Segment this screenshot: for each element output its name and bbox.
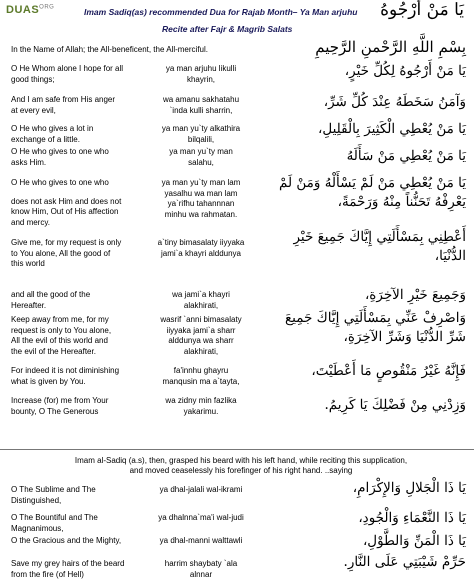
arabic-text bbox=[252, 396, 466, 415]
english-line: and mercy. bbox=[11, 217, 50, 227]
english-translation bbox=[11, 238, 141, 270]
arabic-text bbox=[252, 147, 466, 166]
arabic-line: يَا ذَا الْجَلالِ وَالإِكْرَامِ، bbox=[352, 480, 466, 496]
arabic-text bbox=[252, 553, 466, 572]
transliteration bbox=[147, 396, 255, 417]
english-line: does not ask Him and does not bbox=[11, 196, 122, 206]
english-line: O He who gives to one who bbox=[11, 147, 109, 156]
transliteration-line: ya man yu`ty man lam bbox=[161, 178, 241, 187]
page-title: Imam Sadiq(as) recommended Dua for Rajab Month– Ya Man arjuhu bbox=[84, 7, 358, 17]
arabic-line: يَا مَنْ يُعْطِي مَنْ لَمْ يَسْأَلْهُ وَمَنْ لَمْ bbox=[278, 175, 466, 191]
transliteration bbox=[147, 290, 255, 311]
english-line: good things; bbox=[11, 74, 55, 84]
transliteration-line: wa zidny min fazlika bbox=[165, 396, 237, 405]
transliteration-line: yasalhu wa man lam bbox=[164, 188, 238, 198]
logo-text: DUAS bbox=[6, 4, 40, 16]
transliteration bbox=[147, 124, 255, 145]
narration-note bbox=[26, 456, 456, 476]
transliteration bbox=[147, 64, 255, 85]
transliteration-line: bilqalili, bbox=[187, 134, 215, 144]
english-line: and all the good of the bbox=[11, 290, 91, 299]
page-subtitle: Recite after Fajr & Magrib Salats bbox=[162, 24, 293, 34]
english-line: O The Sublime and The bbox=[11, 485, 96, 494]
english-line: O He who gives to one who bbox=[11, 178, 109, 187]
english-line bbox=[11, 189, 141, 197]
arabic-line: يَا ذَا الْمَنِّ وَالطَّوْلِ، bbox=[362, 533, 466, 549]
transliteration-line: ya man arjuhu likulli bbox=[165, 64, 237, 73]
arabic-text bbox=[252, 62, 466, 81]
english-line: exchange of a little. bbox=[11, 134, 80, 144]
intro-text: In the Name of Allah; the All-beneficent, the All-merciful. bbox=[11, 45, 208, 54]
english-translation bbox=[11, 124, 141, 145]
arabic-line: وَآمَنُ سَخَطَهُ عِنْدَ كُلِّ شَرِّ، bbox=[323, 94, 466, 110]
note-line: Imam al-Sadiq (a.s), then, grasped his beard with his left hand, while reciting this supplication, bbox=[74, 456, 408, 465]
english-line: And I am safe from His anger bbox=[11, 95, 116, 104]
transliteration-line: iiyyaka jami`a sharr bbox=[166, 325, 236, 335]
english-line: what is given by You. bbox=[11, 376, 86, 386]
arabic-line: وَزِدْنِي مِنْ فَضْلِكَ يَا كَرِيمُ. bbox=[324, 397, 466, 413]
transliteration bbox=[147, 178, 255, 220]
arabic-line: يَا مَنْ أَرْجُوهُ لِكُلِّ خَيْرٍ، bbox=[344, 63, 466, 79]
arabic-line: حَرِّمْ شَيْبَتِي عَلَى النَّارِ. bbox=[343, 554, 466, 570]
english-translation bbox=[11, 290, 141, 311]
english-line: Give me, for my request is only bbox=[11, 238, 122, 247]
transliteration-line: `inda kulli sharrin, bbox=[169, 105, 233, 115]
arabic-text bbox=[252, 309, 466, 347]
english-line: Keep away from me, for my bbox=[11, 315, 109, 324]
logo-suffix: ORG bbox=[39, 4, 55, 11]
english-translation bbox=[11, 315, 141, 357]
transliteration-line: ya`rifhu tahannnan bbox=[167, 199, 235, 208]
english-translation bbox=[11, 559, 141, 580]
transliteration-line: harrim shaybaty `ala bbox=[164, 559, 238, 568]
arabic-text bbox=[252, 120, 466, 139]
header-arabic-title: يَا مَنْ أَرْجُوهُ bbox=[380, 0, 464, 20]
english-translation bbox=[11, 396, 141, 417]
english-line: at every evil, bbox=[11, 105, 56, 115]
english-translation bbox=[11, 178, 141, 228]
english-translation bbox=[11, 64, 141, 85]
transliteration-line: ya man yu`ty man bbox=[169, 147, 233, 156]
page-header bbox=[0, 0, 474, 42]
arabic-text bbox=[252, 228, 466, 266]
note-line: and moved ceaselessly his forefinger of his right hand. ..saying bbox=[129, 466, 353, 475]
arabic-line: فَإِنَّهُ غَيْرُ مَنْقُوصٍ مَا أَعْطَيْتَ، bbox=[311, 363, 466, 379]
english-line: asks Him. bbox=[11, 157, 47, 167]
english-line: request is only to You alone, bbox=[11, 325, 112, 335]
arabic-line: أَعْطِنِي بِمَسْأَلَتِي إِيَّاكَ جَمِيعَ خَيْرِ bbox=[293, 229, 466, 245]
arabic-line: يَا مَنْ يُعْطِي مَنْ سَأَلَهُ bbox=[346, 148, 466, 164]
arabic-line: وَاصْرِفْ عَنِّي بِمَسْأَلَتِي إِيَّاكَ جَمِيعَ bbox=[284, 310, 466, 326]
arabic-line: شَرِّ الدُّنْيَا وَشَرِّ الآخِرَةِ، bbox=[343, 329, 466, 345]
arabic-line: يَعْرِفْهُ تَحَنُّناً مِنْهُ وَرَحْمَةً، bbox=[337, 194, 466, 210]
arabic-text bbox=[252, 362, 466, 381]
transliteration-line: alddunya wa sharr bbox=[168, 336, 234, 345]
english-line: Increase (for) me from Your bbox=[11, 396, 109, 405]
english-translation bbox=[11, 536, 141, 547]
english-line: Distinguished, bbox=[11, 495, 62, 505]
english-line: bounty, O The Generous bbox=[11, 406, 99, 416]
transliteration-line: wa amanu sakhatahu bbox=[162, 95, 240, 104]
english-line: Hereafter. bbox=[11, 300, 47, 310]
arabic-text bbox=[252, 509, 466, 528]
transliteration-line: alnnar bbox=[189, 569, 213, 579]
english-line: this world bbox=[11, 259, 45, 268]
transliteration bbox=[147, 95, 255, 116]
english-line: from the fire (of Hell) bbox=[11, 569, 84, 579]
transliteration bbox=[147, 366, 255, 387]
transliteration bbox=[147, 536, 255, 547]
arabic-line: الدُّنْيَا، bbox=[434, 248, 466, 264]
transliteration bbox=[147, 559, 255, 580]
transliteration bbox=[147, 238, 255, 259]
transliteration-line: ya man yu`ty alkathira bbox=[161, 124, 241, 133]
transliteration-line: salahu, bbox=[188, 157, 214, 167]
transliteration-line: yakarimu. bbox=[183, 406, 219, 416]
transliteration-line: ya dhal-manni walttawli bbox=[159, 536, 243, 545]
transliteration-line: alakhirati, bbox=[183, 300, 219, 310]
transliteration-line: manqusin ma a`tayta, bbox=[162, 376, 240, 386]
section-divider bbox=[0, 449, 474, 450]
english-line: Save my grey hairs of the beard bbox=[11, 559, 125, 568]
english-translation bbox=[11, 366, 141, 387]
english-line: Magnanimous, bbox=[11, 523, 64, 533]
english-line: the evil of the Hereafter. bbox=[11, 346, 96, 356]
transliteration-line: alakhirati, bbox=[183, 346, 219, 356]
english-translation bbox=[11, 485, 141, 506]
transliteration bbox=[147, 485, 255, 496]
english-translation bbox=[11, 95, 141, 116]
transliteration-line: khayrin, bbox=[186, 74, 215, 84]
english-line: O The Bountiful and The bbox=[11, 513, 98, 522]
arabic-text bbox=[252, 174, 466, 212]
english-line: O He Whom alone I hope for all bbox=[11, 64, 124, 73]
english-translation bbox=[11, 147, 141, 168]
english-line: know Him, Out of His affection bbox=[11, 207, 119, 216]
arabic-line: يَا مَنْ يُعْطِي الْكَثِيرَ بِالْقَلِيلِ، bbox=[318, 121, 466, 137]
transliteration-line: ya dhalnna`ma'i wal-judi bbox=[158, 513, 244, 522]
transliteration-line: wasrif `anni bimasalaty bbox=[160, 315, 242, 324]
arabic-text bbox=[252, 93, 466, 112]
arabic-text bbox=[252, 479, 466, 498]
arabic-text bbox=[252, 286, 466, 305]
transliteration-line: ya dhal-jalali wal-ikrami bbox=[159, 485, 243, 494]
transliteration-line: minhu wa rahmatan. bbox=[164, 209, 238, 219]
english-line: to You alone, All the good of bbox=[11, 248, 111, 258]
arabic-line: وَجَمِيعَ خَيْرِ الآخِرَةِ، bbox=[364, 287, 466, 303]
transliteration bbox=[147, 147, 255, 168]
english-line: All the evil of this world and bbox=[11, 336, 108, 345]
english-line: For indeed it is not diminishing bbox=[11, 366, 120, 375]
basmala-arabic: بِسْمِ اللَّهِ الرَّحْمنِ الرَّحِيمِ bbox=[315, 38, 466, 56]
site-logo[interactable] bbox=[6, 4, 54, 16]
transliteration bbox=[147, 513, 255, 524]
transliteration-line: wa jami`a khayri bbox=[172, 290, 230, 299]
transliteration-line: fa'innhu ghayru bbox=[173, 366, 229, 375]
transliteration bbox=[147, 315, 255, 357]
arabic-line: يَا ذَا النَّعْمَاءِ وَالْجُودِ، bbox=[358, 510, 466, 526]
arabic-text bbox=[252, 532, 466, 551]
english-translation bbox=[11, 513, 141, 534]
transliteration-line: jami`a khayri alddunya bbox=[160, 248, 242, 258]
english-line: O He who gives a lot in bbox=[11, 124, 94, 133]
transliteration-line: a`tiny bimasalaty iiyyaka bbox=[157, 238, 245, 247]
english-line: O the Gracious and the Mighty, bbox=[11, 536, 122, 545]
